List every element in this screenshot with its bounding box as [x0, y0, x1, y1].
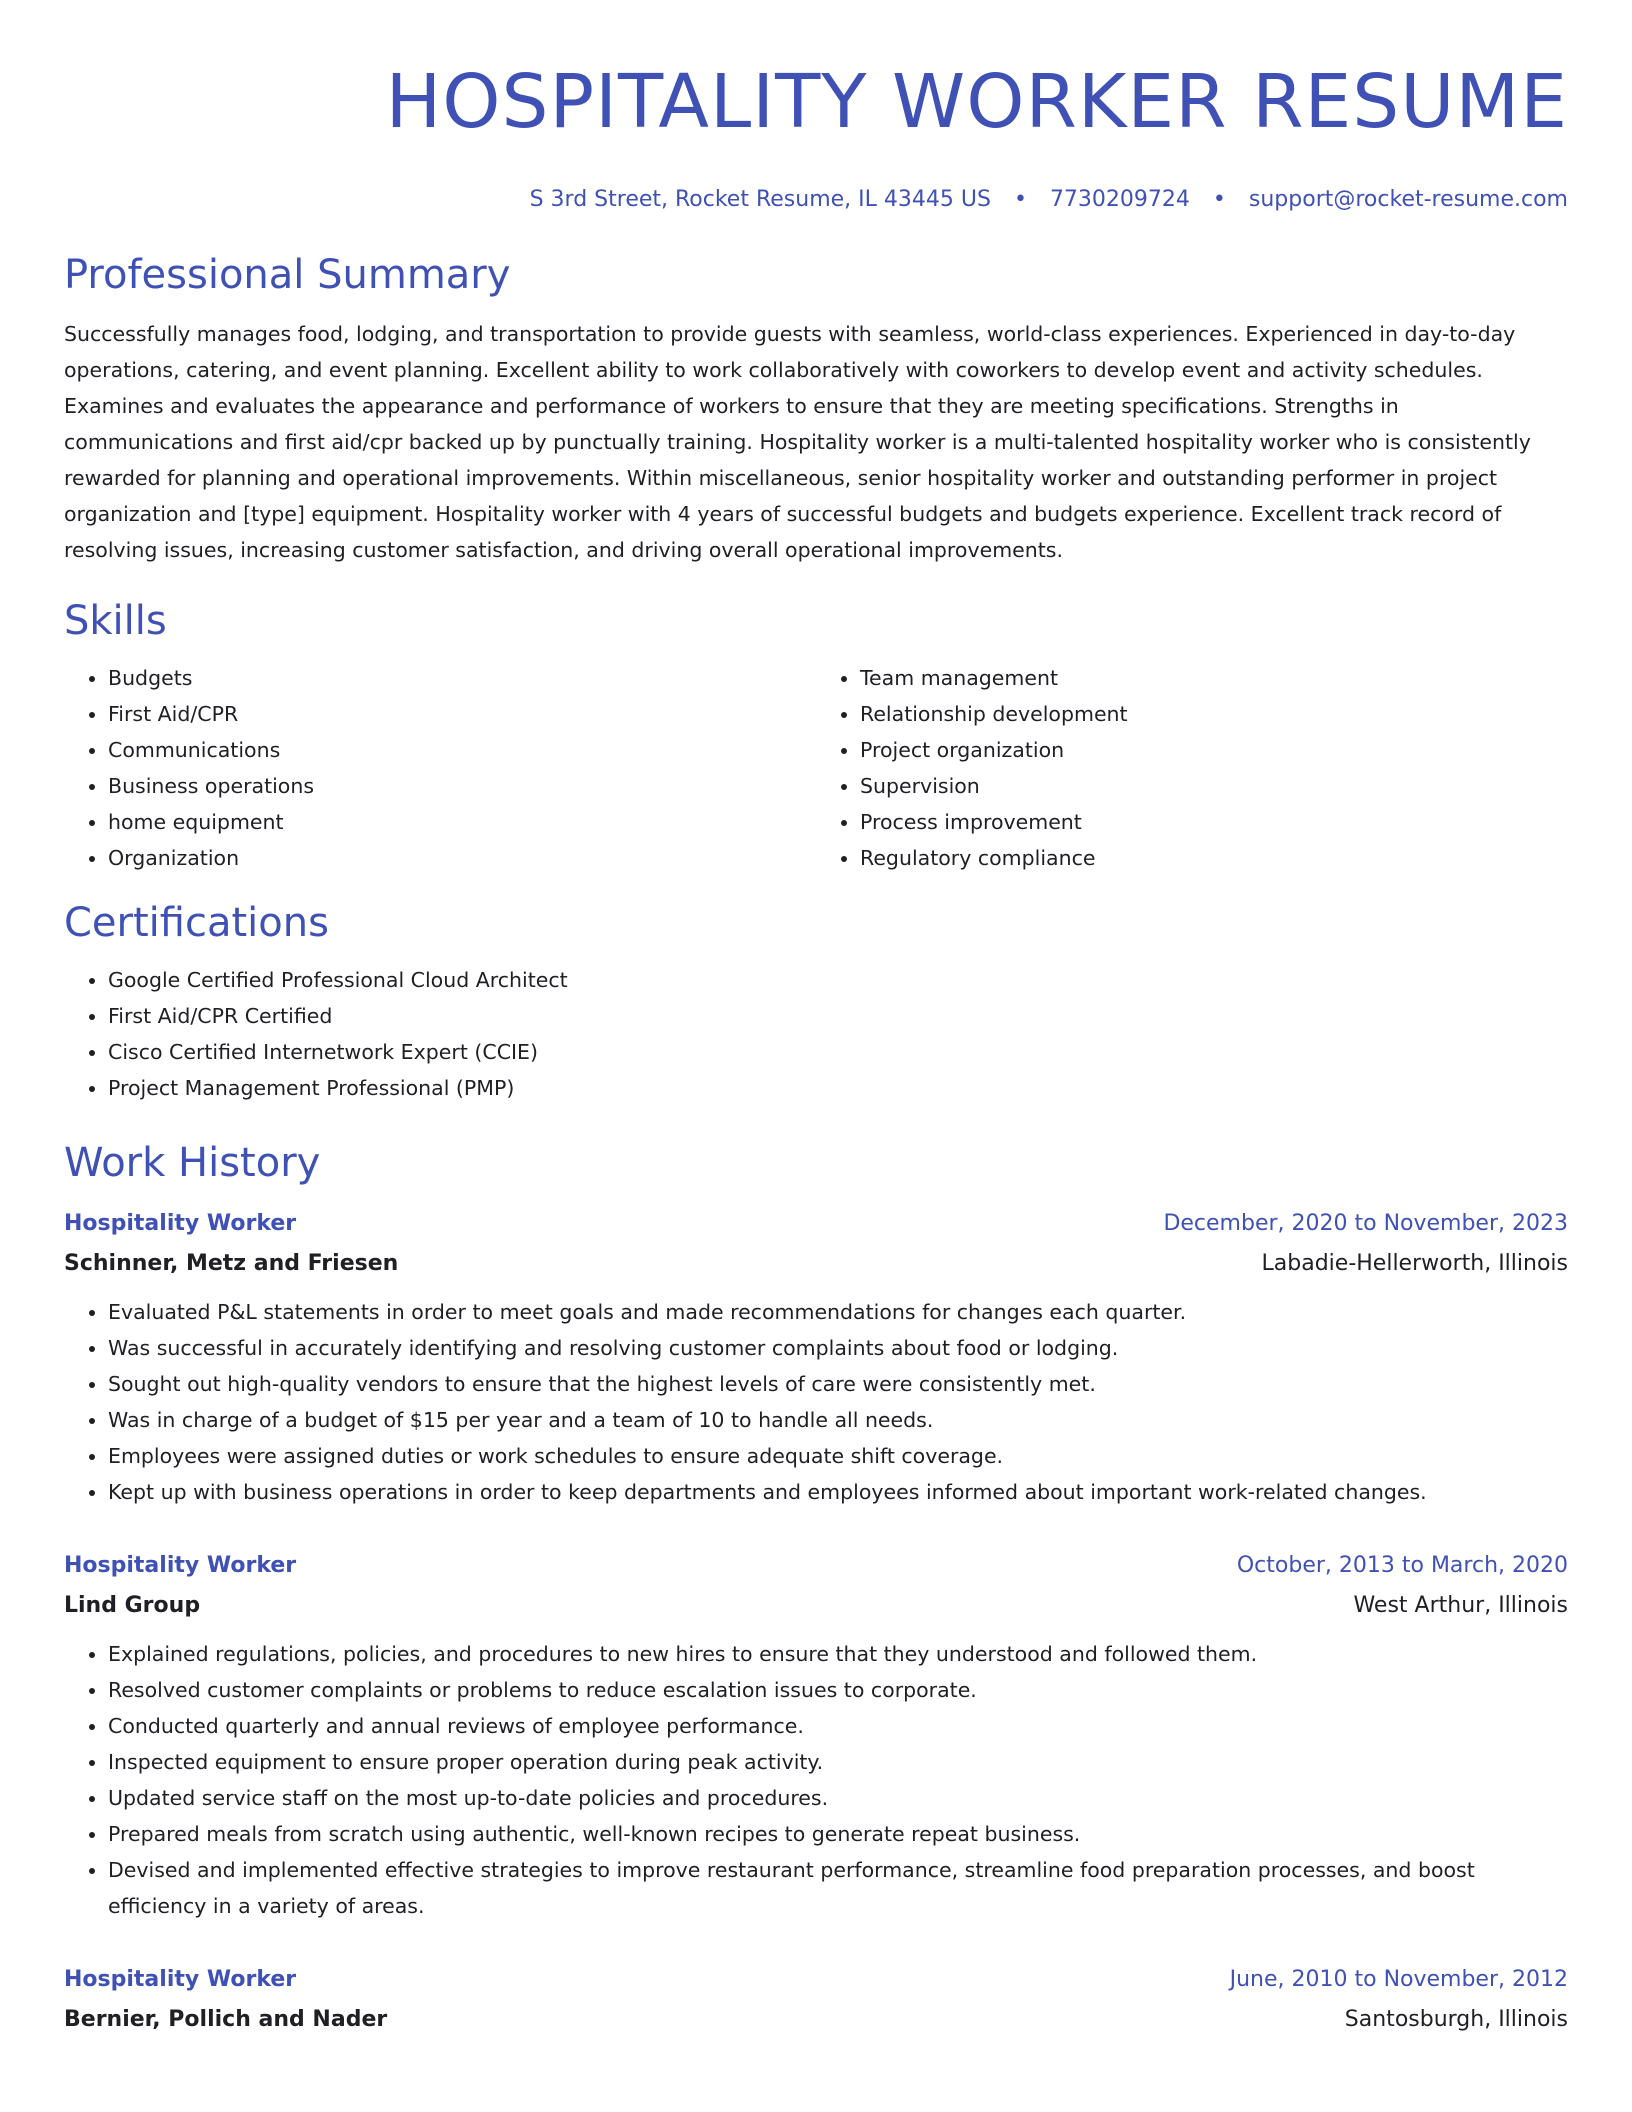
skill-item: • Regulatory compliance: [860, 840, 1568, 876]
job-entry: [64, 1546, 1568, 1924]
certifications-section: [64, 896, 1568, 1106]
skill-item: • Process improvement: [860, 804, 1568, 840]
contact-separator: •: [1013, 187, 1027, 212]
job-title: Hospitality Worker: [64, 1553, 297, 1578]
job-duty-item: • Resolved customer complaints or problems to reduce escalation issues to corporate.: [108, 1672, 1568, 1708]
job-duty-item: • Devised and implemented effective strategies to improve restaurant performance, streamline food preparation processes, and boost efficiency in a variety of areas.: [108, 1852, 1568, 1924]
job-employer-row: [64, 1586, 1568, 1626]
job-duty-item: • Evaluated P&L statements in order to meet goals and made recommendations for changes each quarter.: [108, 1294, 1568, 1330]
work-history-section: [64, 1136, 1568, 2040]
job-duty-item: • Kept up with business operations in order to keep departments and employees informed about important work-related changes.: [108, 1474, 1568, 1510]
job-employer-row: [64, 2000, 1568, 2040]
job-employer-row: [64, 1244, 1568, 1284]
job-duties-list: [64, 1636, 1568, 1924]
job-duties-list: [64, 1294, 1568, 1510]
skill-item: • Budgets: [108, 660, 816, 696]
job-duty-item: • Conducted quarterly and annual reviews of employee performance.: [108, 1708, 1568, 1744]
contact-address: S 3rd Street, Rocket Resume, IL 43445 US: [529, 187, 991, 212]
skill-item: • Communications: [108, 732, 816, 768]
skill-item: • home equipment: [108, 804, 816, 840]
certification-item: • First Aid/CPR Certified: [108, 998, 1568, 1034]
certifications-heading: Certifications: [64, 900, 329, 946]
job-header-row: [64, 1960, 1568, 2000]
contact-phone: 7730209724: [1049, 187, 1190, 212]
skills-list-right: [816, 660, 1568, 876]
job-duty-item: • Sought out high-quality vendors to ensure that the highest levels of care were consistently met.: [108, 1366, 1568, 1402]
job-duty-item: • Was successful in accurately identifying and resolving customer complaints about food or lodging.: [108, 1330, 1568, 1366]
certification-item: • Project Management Professional (PMP): [108, 1070, 1568, 1106]
resume-title: HOSPITALITY WORKER RESUME: [385, 59, 1568, 145]
contact-separator: •: [1212, 187, 1226, 212]
job-dates: December, 2020 to November, 2023: [1163, 1211, 1568, 1236]
job-dates: October, 2013 to March, 2020: [1236, 1553, 1568, 1578]
job-company: Bernier, Pollich and Nader: [64, 2007, 388, 2032]
skill-item: • Supervision: [860, 768, 1568, 804]
job-location: West Arthur, Illinois: [1353, 1593, 1568, 1618]
job-entry: [64, 1960, 1568, 2040]
job-duty-item: • Was in charge of a budget of $15 per year and a team of 10 to handle all needs.: [108, 1402, 1568, 1438]
skill-item: • Project organization: [860, 732, 1568, 768]
skill-item: • First Aid/CPR: [108, 696, 816, 732]
job-duty-item: • Prepared meals from scratch using authentic, well-known recipes to generate repeat business.: [108, 1816, 1568, 1852]
work-history-heading: Work History: [64, 1140, 321, 1186]
skill-item: • Team management: [860, 660, 1568, 696]
certification-item: • Cisco Certified Internetwork Expert (CCIE): [108, 1034, 1568, 1070]
contact-line: [64, 184, 1568, 216]
summary-text: Successfully manages food, lodging, and transportation to provide guests with seamless, world-class experiences. Experienced in day-to-day operations, catering, and event planning. Excellent ability to work collaboratively with coworkers to develop event and activity schedules. Examines and evaluates the appearance and performance of workers to ensure that they are meeting specifications. Strengths in communications and first aid/cpr backed up by punctually training. Hospitality worker is a multi-talented hospitality worker who is consistently rewarded for planning and operational improvements. Within miscellaneous, senior hospitality worker and outstanding performer in project organization and [type] equipment. Hospitality worker with 4 years of successful budgets and budgets experience. Excellent track record of resolving issues, increasing customer satisfaction, and driving overall operational improvements.: [64, 322, 1531, 562]
skills-heading: Skills: [64, 598, 167, 644]
skills-section: [64, 594, 1568, 876]
job-duty-item: • Inspected equipment to ensure proper operation during peak activity.: [108, 1744, 1568, 1780]
summary-section: [64, 248, 1568, 568]
skills-columns: [64, 660, 1568, 876]
job-dates: June, 2010 to November, 2012: [1229, 1967, 1568, 1992]
job-duty-item: • Employees were assigned duties or work schedules to ensure adequate shift coverage.: [108, 1438, 1568, 1474]
job-entry: [64, 1204, 1568, 1510]
skill-item: • Relationship development: [860, 696, 1568, 732]
job-location: Labadie-Hellerworth, Illinois: [1261, 1251, 1568, 1276]
skills-list-left: [64, 660, 816, 876]
job-duty-item: • Explained regulations, policies, and procedures to new hires to ensure that they understood and followed them.: [108, 1636, 1568, 1672]
job-title: Hospitality Worker: [64, 1211, 297, 1236]
job-header-row: [64, 1204, 1568, 1244]
certifications-list: [64, 962, 1568, 1106]
skill-item: • Organization: [108, 840, 816, 876]
job-location: Santosburgh, Illinois: [1344, 2007, 1568, 2032]
job-company: Lind Group: [64, 1593, 201, 1618]
contact-email: support@rocket-resume.com: [1248, 187, 1568, 212]
job-company: Schinner, Metz and Friesen: [64, 1251, 399, 1276]
job-title: Hospitality Worker: [64, 1967, 297, 1992]
certification-item: • Google Certified Professional Cloud Architect: [108, 962, 1568, 998]
job-header-row: [64, 1546, 1568, 1586]
job-duty-item: • Updated service staff on the most up-to-date policies and procedures.: [108, 1780, 1568, 1816]
summary-heading: Professional Summary: [64, 252, 511, 298]
skill-item: • Business operations: [108, 768, 816, 804]
